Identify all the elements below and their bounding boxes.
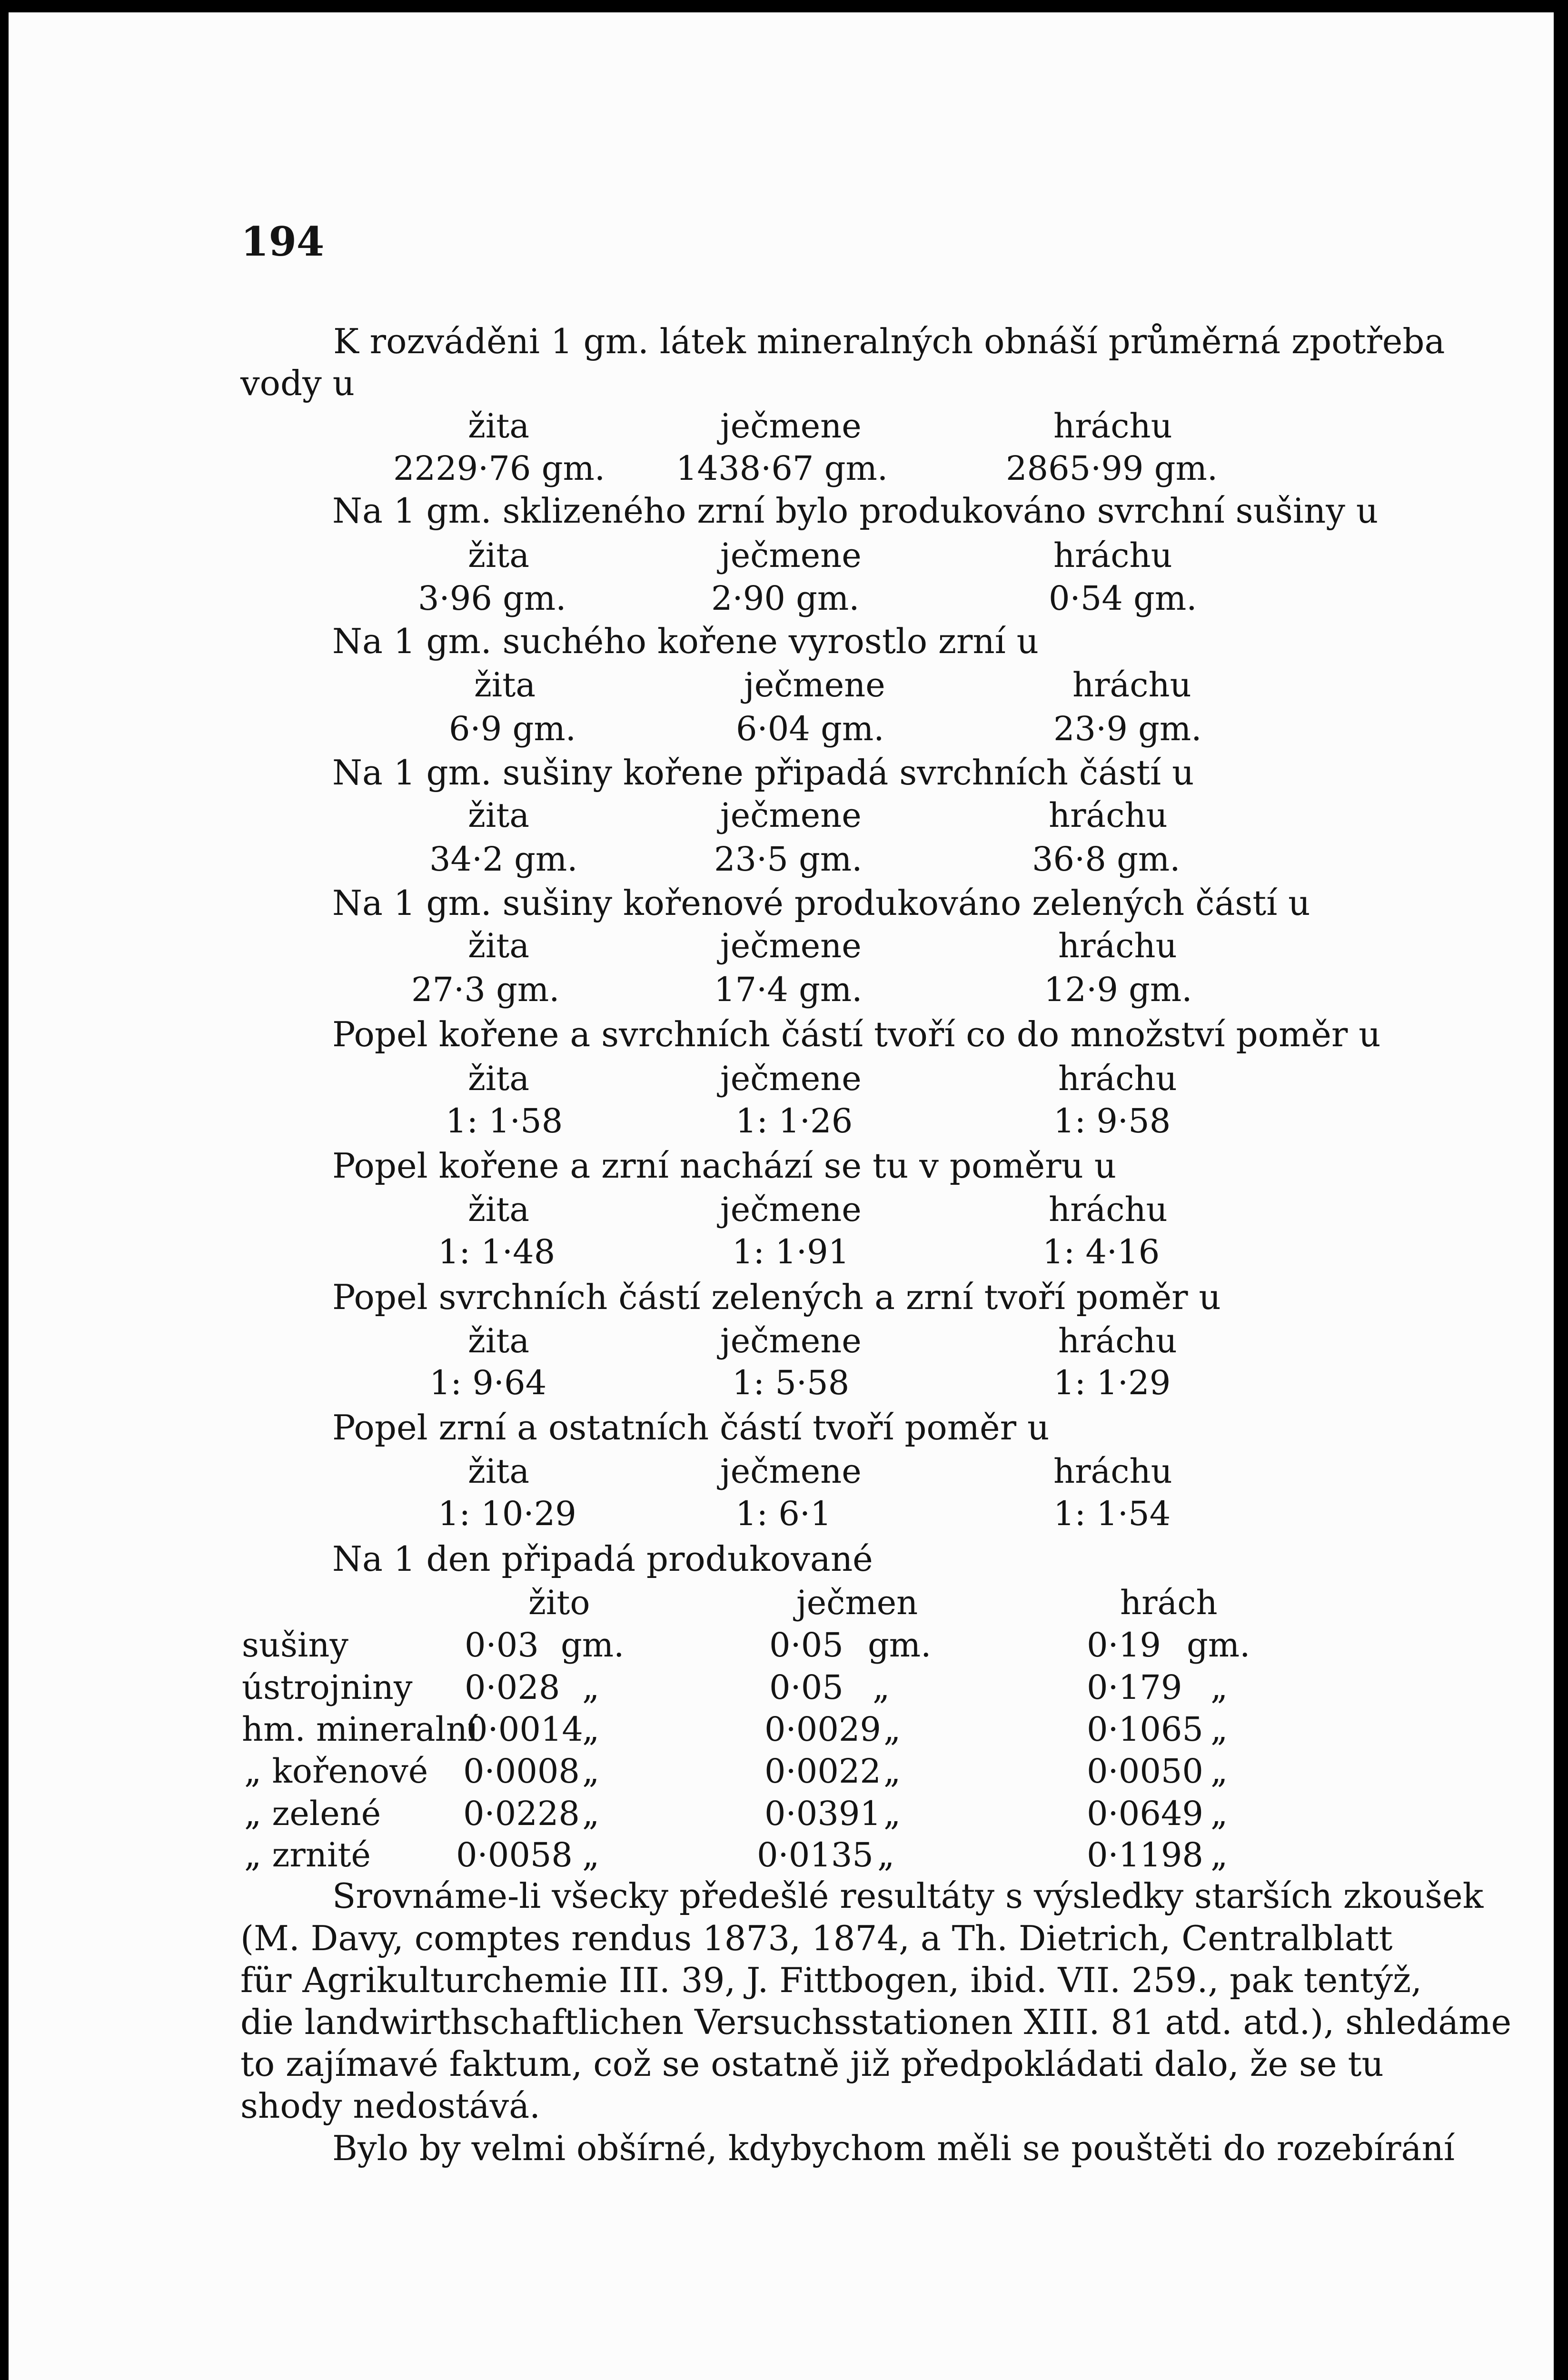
section-heading: Na 1 gm. sušiny kořenové produkováno zelených částí u [332, 883, 1310, 923]
value-cell: 27·3 gm. [411, 970, 560, 1009]
col-header: žita [468, 1452, 530, 1491]
value-cell: 1: 1·54 [1053, 1494, 1171, 1533]
closing-line-2: (M. Davy, comptes rendus 1873, 1874, a Th. Dietrich, Centralblatt [240, 1918, 1393, 1958]
unit-cell: „ [582, 1710, 600, 1749]
unit-cell: „ [873, 1668, 890, 1707]
unit-cell: „ [883, 1794, 901, 1833]
col-header: žita [468, 1190, 530, 1229]
value-cell: 34·2 gm. [429, 840, 578, 879]
row-label: „ kořenové [244, 1752, 428, 1791]
unit-cell: „ [883, 1710, 901, 1749]
value-cell: 0·0391 [764, 1794, 881, 1833]
value-cell: 17·4 gm. [714, 970, 863, 1009]
col-header: žito [528, 1583, 590, 1622]
intro-line-2: vody u [240, 363, 355, 403]
col-header: ječmene [744, 665, 885, 704]
section-heading: Na 1 gm. sušiny kořene připadá svrchních částí u [332, 753, 1194, 793]
value-cell: 6·04 gm. [736, 709, 884, 748]
col-header: hráchu [1058, 926, 1177, 965]
value-cell: 0·0029 [764, 1710, 881, 1749]
col-header: ječmene [720, 1321, 862, 1360]
col-header: hráchu [1053, 536, 1172, 575]
value-cell: 1: 6·1 [735, 1494, 832, 1533]
row-label: „ zelené [244, 1794, 381, 1833]
value-cell: 0·0135 [757, 1835, 873, 1874]
value-cell: 1: 9·58 [1053, 1101, 1171, 1140]
unit-cell: gm. [868, 1626, 932, 1665]
value-cell: 12·9 gm. [1044, 970, 1192, 1009]
value-cell: 1438·67 gm. [676, 449, 888, 488]
unit-cell: „ [582, 1835, 600, 1874]
row-label: ústrojniny [242, 1668, 413, 1707]
value-cell: 3·96 gm. [418, 579, 566, 618]
row-label: „ zrnité [244, 1835, 371, 1874]
value-cell: 0·19 [1087, 1626, 1161, 1665]
closing-last-line: Bylo by velmi obšírné, kdybychom měli se pouštěti do rozebírání [332, 2128, 1455, 2168]
section-heading: Na 1 gm. sklizeného zrní bylo produkováno svrchní sušiny u [332, 491, 1379, 531]
unit-cell: gm. [1187, 1626, 1250, 1665]
unit-cell: „ [582, 1752, 600, 1791]
section-heading: Popel kořene a zrní nachází se tu v poměru u [332, 1146, 1117, 1186]
unit-cell: „ [582, 1668, 600, 1707]
col-header: žita [468, 407, 530, 446]
value-cell: 0·0228 [463, 1794, 580, 1833]
value-cell: 0·028 [465, 1668, 560, 1707]
col-header: ječmene [720, 1452, 862, 1491]
closing-line-5: to zajímavé faktum, což se ostatně již předpokládati dalo, že se tu [240, 2044, 1384, 2084]
value-cell: 0·1198 [1087, 1835, 1203, 1874]
col-header: hráchu [1072, 665, 1191, 704]
value-cell: 1: 1·48 [438, 1232, 556, 1271]
col-header: žita [468, 1059, 530, 1098]
value-cell: 0·0022 [764, 1752, 881, 1791]
value-cell: 0·05 [769, 1668, 844, 1707]
value-cell: 2·90 gm. [711, 579, 860, 618]
row-label: hm. mineralní [242, 1710, 478, 1749]
col-header: hráchu [1049, 796, 1168, 835]
value-cell: 0·0050 [1087, 1752, 1203, 1791]
page-number: 194 [241, 218, 325, 265]
col-header: ječmene [720, 1059, 862, 1098]
value-cell: 23·9 gm. [1053, 709, 1202, 748]
col-header: ječmene [720, 1190, 862, 1229]
value-cell: 0·0014 [466, 1710, 583, 1749]
col-header: hráchu [1053, 407, 1172, 446]
unit-cell: „ [1211, 1668, 1228, 1707]
col-header: hráchu [1058, 1059, 1177, 1098]
col-header: ječmene [720, 926, 862, 965]
value-cell: 1: 1·58 [446, 1101, 563, 1140]
value-cell: 1: 1·91 [732, 1232, 850, 1271]
intro-line-1: K rozváděni 1 gm. látek mineralných obnáší průměrná zpotřeba [333, 321, 1445, 361]
value-cell: 1: 4·16 [1042, 1232, 1160, 1271]
section-heading: Popel svrchních částí zelených a zrní tvoří poměr u [332, 1277, 1221, 1317]
value-cell: 0·05 [769, 1626, 844, 1665]
unit-cell: „ [883, 1752, 901, 1791]
col-header: hráchu [1053, 1452, 1172, 1491]
row-label: sušiny [242, 1626, 348, 1665]
book-page [9, 12, 1554, 2380]
unit-cell: „ [582, 1794, 600, 1833]
value-cell: 1: 5·58 [732, 1363, 850, 1402]
page-text [9, 12, 1554, 2380]
unit-cell: gm. [561, 1626, 625, 1665]
value-cell: 0·0649 [1087, 1794, 1203, 1833]
value-cell: 2865·99 gm. [1006, 449, 1218, 488]
value-cell: 1: 9·64 [429, 1363, 547, 1402]
value-cell: 1: 10·29 [438, 1494, 576, 1533]
closing-line-3: für Agrikulturchemie III. 39, J. Fittbogen, ibid. VII. 259., pak tentýž, [240, 1960, 1422, 2000]
section-heading: Popel kořene a svrchních částí tvoří co do množství poměr u [332, 1014, 1381, 1054]
value-cell: 23·5 gm. [714, 840, 863, 879]
unit-cell: „ [877, 1835, 895, 1874]
col-header: ječmene [720, 407, 862, 446]
col-header: žita [468, 536, 530, 575]
unit-cell: „ [1211, 1752, 1228, 1791]
unit-cell: „ [1211, 1710, 1228, 1749]
col-header: ječmene [720, 796, 862, 835]
section-heading: Popel zrní a ostatních částí tvoří poměr u [332, 1408, 1050, 1448]
col-header: hráchu [1049, 1190, 1168, 1229]
value-cell: 0·1065 [1087, 1710, 1203, 1749]
col-header: ječmen [796, 1583, 918, 1622]
value-cell: 6·9 gm. [449, 709, 576, 748]
col-header: žita [468, 796, 530, 835]
value-cell: 0·03 [465, 1626, 539, 1665]
value-cell: 0·179 [1087, 1668, 1182, 1707]
value-cell: 1: 1·29 [1053, 1363, 1171, 1402]
col-header: žita [474, 665, 536, 704]
closing-line-4: die landwirthschaftlichen Versuchsstationen XIII. 81 atd. atd.), shledáme [240, 2002, 1512, 2042]
value-cell: 36·8 gm. [1032, 840, 1181, 879]
col-header: žita [468, 926, 530, 965]
unit-cell: „ [1211, 1835, 1228, 1874]
section-heading: Na 1 gm. suchého kořene vyrostlo zrní u [332, 621, 1039, 661]
closing-line-1: Srovnáme-li všecky předešlé resultáty s výsledky starších zkoušek [332, 1876, 1484, 1916]
value-cell: 0·0058 [456, 1835, 573, 1874]
daily-heading: Na 1 den připadá produkované [332, 1539, 873, 1579]
closing-line-6: shody nedostává. [240, 2086, 541, 2126]
value-cell: 2229·76 gm. [393, 449, 605, 488]
value-cell: 0·54 gm. [1049, 579, 1197, 618]
col-header: hráchu [1058, 1321, 1177, 1360]
col-header: hrách [1120, 1583, 1218, 1622]
unit-cell: „ [1211, 1794, 1228, 1833]
col-header: žita [468, 1321, 530, 1360]
value-cell: 0·0008 [463, 1752, 580, 1791]
value-cell: 1: 1·26 [735, 1101, 853, 1140]
col-header: ječmene [720, 536, 862, 575]
